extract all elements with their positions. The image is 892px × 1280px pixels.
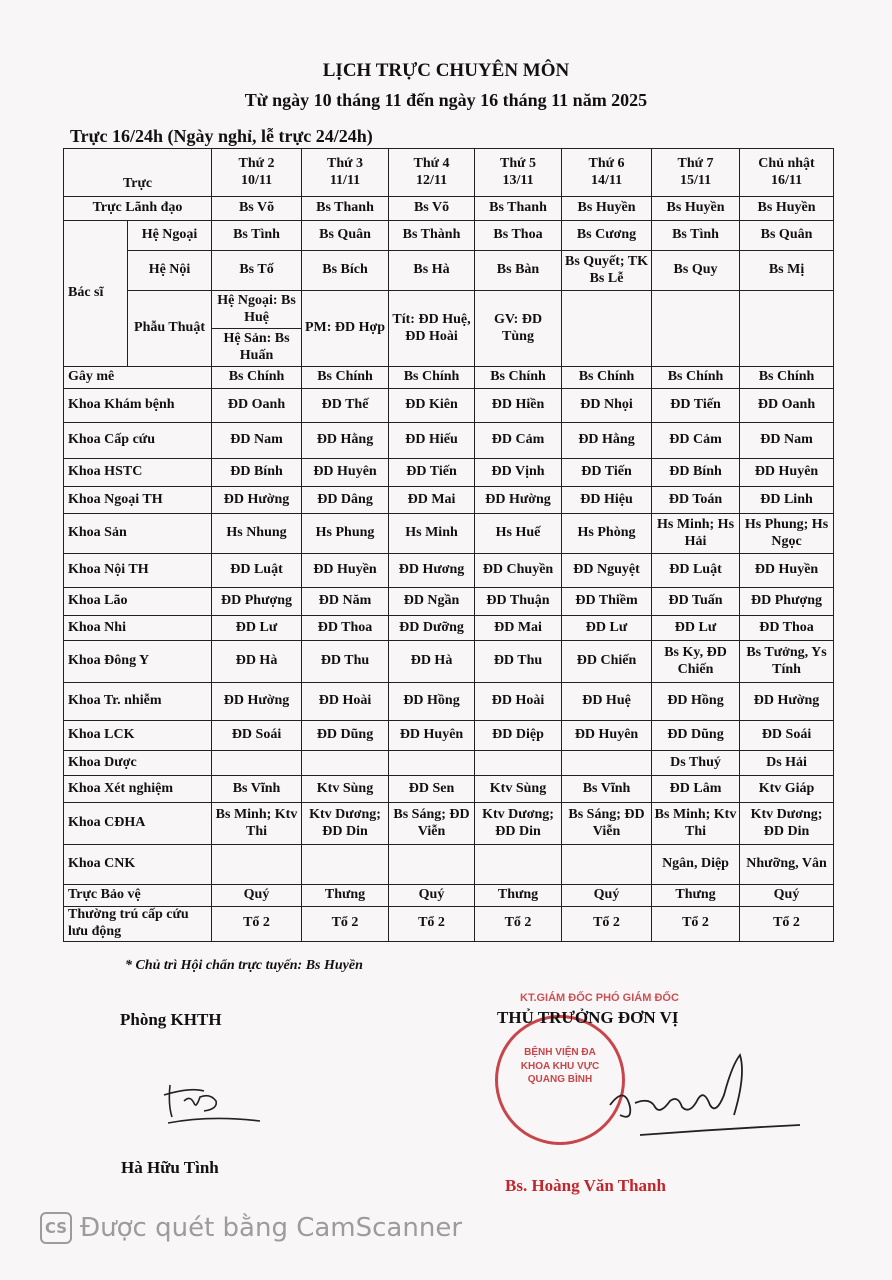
duty-cell: ĐD Luật <box>652 554 740 588</box>
day-header: Thứ 6 14/11 <box>562 149 652 197</box>
table-row <box>64 641 834 683</box>
duty-cell: Bs Chính <box>389 367 475 389</box>
duty-cell: ĐD Diệp <box>475 721 562 751</box>
sub-row-label: Hệ Ngoại <box>128 221 212 251</box>
row-label: Khoa Dược <box>64 751 212 776</box>
duty-cell: Bs Vĩnh <box>562 776 652 803</box>
row-label: Trực Lãnh đạo <box>64 197 212 221</box>
table-row <box>64 367 834 389</box>
table-row <box>64 683 834 721</box>
day-header: Thứ 3 11/11 <box>302 149 389 197</box>
table-row <box>64 487 834 514</box>
duty-cell: Tổ 2 <box>740 907 834 942</box>
duty-cell: Hệ Sản: Bs Huấn <box>212 329 302 367</box>
table-row <box>64 776 834 803</box>
duty-cell: Bs Quân <box>740 221 834 251</box>
table-row <box>64 459 834 487</box>
day-header: Thứ 4 12/11 <box>389 149 475 197</box>
camscanner-watermark <box>40 1212 462 1244</box>
row-label: Khoa Khám bệnh <box>64 389 212 423</box>
row-label: Khoa Nhi <box>64 616 212 641</box>
duty-cell: ĐD Oanh <box>740 389 834 423</box>
duty-cell: ĐD Hường <box>475 487 562 514</box>
row-label: Khoa HSTC <box>64 459 212 487</box>
duty-cell: Bs Quyết; TK Bs Lễ <box>562 251 652 291</box>
table-row <box>64 389 834 423</box>
duty-cell: ĐD Luật <box>212 554 302 588</box>
duty-cell: ĐD Thiềm <box>562 588 652 616</box>
duty-cell: ĐD Dưỡng <box>389 616 475 641</box>
duty-cell <box>740 291 834 367</box>
row-label: Khoa Lão <box>64 588 212 616</box>
duty-cell: ĐD Nhọi <box>562 389 652 423</box>
duty-cell: ĐD Tiến <box>562 459 652 487</box>
duty-cell: Tổ 2 <box>475 907 562 942</box>
duty-cell: ĐD Hương <box>389 554 475 588</box>
duty-cell: Ktv Dương; ĐD Din <box>740 803 834 845</box>
duty-cell: ĐD Thu <box>475 641 562 683</box>
duty-cell: ĐD Lâm <box>652 776 740 803</box>
duty-hours-note: Trực 16/24h (Ngày nghỉ, lễ trực 24/24h) <box>70 126 373 146</box>
duty-cell: Hs Phòng <box>562 514 652 554</box>
duty-cell: ĐD Chuyền <box>475 554 562 588</box>
duty-cell: ĐD Vịnh <box>475 459 562 487</box>
duty-cell <box>389 751 475 776</box>
left-signature-icon <box>160 1075 270 1135</box>
row-label: Khoa LCK <box>64 721 212 751</box>
duty-cell: GV: ĐD Tùng <box>475 291 562 367</box>
duty-cell: ĐD Nam <box>740 423 834 459</box>
duty-cell: ĐD Thoa <box>302 616 389 641</box>
duty-cell: ĐD Ngần <box>389 588 475 616</box>
duty-cell: ĐD Thuận <box>475 588 562 616</box>
duty-cell: Bs Võ <box>389 197 475 221</box>
row-label: Khoa Sản <box>64 514 212 554</box>
duty-cell: Tổ 2 <box>302 907 389 942</box>
duty-cell: Bs Chính <box>562 367 652 389</box>
duty-cell: ĐD Tiến <box>389 459 475 487</box>
duty-cell: ĐD Hà <box>212 641 302 683</box>
duty-cell: ĐD Huyên <box>302 459 389 487</box>
duty-cell: Bs Cương <box>562 221 652 251</box>
duty-cell: Bs Minh; Ktv Thi <box>652 803 740 845</box>
duty-cell: Ds Hải <box>740 751 834 776</box>
watermark-text: Được quét bằng CamScanner <box>80 1213 463 1243</box>
duty-cell: ĐD Soái <box>212 721 302 751</box>
duty-cell: ĐD Thu <box>302 641 389 683</box>
duty-cell: Quý <box>389 885 475 907</box>
duty-cell: Bs Ky, ĐD Chiến <box>652 641 740 683</box>
table-row <box>64 197 834 221</box>
sub-row-label: Phẫu Thuật <box>128 291 212 367</box>
duty-cell: Bs Bàn <box>475 251 562 291</box>
table-row <box>64 251 834 291</box>
duty-cell: Thưng <box>302 885 389 907</box>
duty-cell: Bs Chính <box>740 367 834 389</box>
duty-cell: Hs Huế <box>475 514 562 554</box>
duty-cell <box>562 845 652 885</box>
duty-cell: Tít: ĐD Huệ, ĐD Hoài <box>389 291 475 367</box>
duty-cell: Bs Tình <box>652 221 740 251</box>
duty-cell: Quý <box>740 885 834 907</box>
table-row <box>64 423 834 459</box>
row-label: Khoa CNK <box>64 845 212 885</box>
duty-cell: ĐD Hằng <box>302 423 389 459</box>
duty-cell: PM: ĐD Hợp <box>302 291 389 367</box>
duty-cell: ĐD Phượng <box>740 588 834 616</box>
left-signer-title: Phòng KHTH <box>120 1010 222 1029</box>
day-header: Chủ nhật 16/11 <box>740 149 834 197</box>
table-row <box>64 616 834 641</box>
duty-cell: ĐD Phượng <box>212 588 302 616</box>
duty-cell: Bs Mị <box>740 251 834 291</box>
row-label: Khoa CĐHA <box>64 803 212 845</box>
duty-cell: Thưng <box>475 885 562 907</box>
duty-cell: Bs Minh; Ktv Thi <box>212 803 302 845</box>
duty-cell: ĐD Cảm <box>652 423 740 459</box>
header-corner: Trực <box>64 149 212 197</box>
duty-cell: ĐD Huệ <box>562 683 652 721</box>
duty-cell: Ktv Dương; ĐD Din <box>475 803 562 845</box>
duty-cell: Bs Tình <box>212 221 302 251</box>
duty-schedule-table <box>63 148 834 942</box>
duty-cell: Bs Tố <box>212 251 302 291</box>
duty-cell: Bs Chính <box>475 367 562 389</box>
duty-cell: ĐD Huyên <box>740 459 834 487</box>
duty-cell: Hs Nhung <box>212 514 302 554</box>
duty-cell: Tổ 2 <box>562 907 652 942</box>
duty-cell: Bs Huyền <box>562 197 652 221</box>
duty-cell: Bs Võ <box>212 197 302 221</box>
row-label: Khoa Tr. nhiễm <box>64 683 212 721</box>
duty-cell <box>475 751 562 776</box>
document-subtitle: Từ ngày 10 tháng 11 đến ngày 16 tháng 11 năm 2025 <box>244 90 648 110</box>
duty-cell: Quý <box>212 885 302 907</box>
duty-cell: Hs Phung <box>302 514 389 554</box>
duty-cell: ĐD Oanh <box>212 389 302 423</box>
day-header: Thứ 2 10/11 <box>212 149 302 197</box>
sub-row-label: Hệ Nội <box>128 251 212 291</box>
table-row <box>64 845 834 885</box>
duty-cell: ĐD Bính <box>212 459 302 487</box>
duty-cell: Bs Huyền <box>652 197 740 221</box>
duty-cell: ĐD Hiệu <box>562 487 652 514</box>
duty-cell: ĐD Sen <box>389 776 475 803</box>
duty-cell: Bs Thanh <box>475 197 562 221</box>
duty-cell: ĐD Lư <box>212 616 302 641</box>
table-row <box>64 221 834 251</box>
table-row <box>64 721 834 751</box>
table-row <box>64 588 834 616</box>
duty-cell: ĐD Hoài <box>475 683 562 721</box>
duty-cell: ĐD Thế <box>302 389 389 423</box>
duty-cell: ĐD Năm <box>302 588 389 616</box>
seal-text: BỆNH VIỆN ĐA KHOA KHU VỰC QUANG BÌNH <box>520 1047 600 1085</box>
duty-cell: Bs Sáng; ĐD Viễn <box>389 803 475 845</box>
duty-cell <box>562 291 652 367</box>
row-label: Gây mê <box>64 367 212 389</box>
duty-cell: ĐD Hoài <box>302 683 389 721</box>
duty-cell: Ktv Sùng <box>475 776 562 803</box>
duty-cell: ĐD Hiền <box>475 389 562 423</box>
duty-cell: ĐD Huyền <box>740 554 834 588</box>
row-label: Thường trú cấp cứu lưu động <box>64 907 212 942</box>
day-header: Thứ 5 13/11 <box>475 149 562 197</box>
duty-cell: ĐD Huyên <box>389 721 475 751</box>
duty-cell: Ds Thuý <box>652 751 740 776</box>
stamp-header: KT.GIÁM ĐỐC PHÓ GIÁM ĐỐC <box>520 992 679 1004</box>
duty-cell: Tổ 2 <box>212 907 302 942</box>
duty-cell: Bs Thành <box>389 221 475 251</box>
row-label: Khoa Nội TH <box>64 554 212 588</box>
row-label: Trực Bảo vệ <box>64 885 212 907</box>
duty-cell: Bs Thoa <box>475 221 562 251</box>
camscanner-logo-icon: CS <box>40 1212 72 1244</box>
duty-cell: ĐD Nam <box>212 423 302 459</box>
duty-cell: ĐD Hồng <box>652 683 740 721</box>
duty-cell: Bs Vĩnh <box>212 776 302 803</box>
right-signer-title: THỦ TRƯỞNG ĐƠN VỊ <box>497 1008 679 1027</box>
table-row <box>64 803 834 845</box>
duty-cell: ĐD Hiếu <box>389 423 475 459</box>
row-label: Khoa Xét nghiệm <box>64 776 212 803</box>
duty-cell <box>652 291 740 367</box>
duty-cell <box>302 751 389 776</box>
duty-cell: ĐD Thoa <box>740 616 834 641</box>
duty-cell: ĐD Hằng <box>562 423 652 459</box>
duty-cell: Bs Huyền <box>740 197 834 221</box>
duty-cell: ĐD Bính <box>652 459 740 487</box>
duty-cell: Hs Minh; Hs Hải <box>652 514 740 554</box>
duty-cell: Hệ Ngoại: Bs Huệ <box>212 291 302 329</box>
duty-cell <box>562 751 652 776</box>
duty-cell: ĐD Linh <box>740 487 834 514</box>
row-label: Khoa Ngoại TH <box>64 487 212 514</box>
duty-cell: ĐD Kiên <box>389 389 475 423</box>
duty-cell: ĐD Tiến <box>652 389 740 423</box>
duty-cell: ĐD Soái <box>740 721 834 751</box>
duty-cell: Ktv Giáp <box>740 776 834 803</box>
duty-cell: Quý <box>562 885 652 907</box>
duty-cell: ĐD Hồng <box>389 683 475 721</box>
right-signature-icon <box>600 1045 810 1150</box>
duty-cell: ĐD Mai <box>475 616 562 641</box>
duty-cell <box>212 845 302 885</box>
table-row <box>64 291 834 329</box>
table-row <box>64 907 834 942</box>
duty-cell: ĐD Lư <box>562 616 652 641</box>
duty-cell: ĐD Lư <box>652 616 740 641</box>
duty-cell: Ngân, Diệp <box>652 845 740 885</box>
duty-cell: Tổ 2 <box>652 907 740 942</box>
duty-cell: Bs Quy <box>652 251 740 291</box>
duty-cell: Thưng <box>652 885 740 907</box>
duty-cell: ĐD Hà <box>389 641 475 683</box>
duty-cell <box>389 845 475 885</box>
duty-cell: ĐD Chiến <box>562 641 652 683</box>
duty-cell: ĐD Dũng <box>302 721 389 751</box>
table-row <box>64 885 834 907</box>
duty-cell: ĐD Mai <box>389 487 475 514</box>
duty-cell: Bs Hà <box>389 251 475 291</box>
duty-cell: ĐD Huyền <box>302 554 389 588</box>
duty-cell: Bs Bích <box>302 251 389 291</box>
duty-cell: Bs Tưởng, Ys Tính <box>740 641 834 683</box>
duty-cell: ĐD Nguyệt <box>562 554 652 588</box>
duty-cell: Ktv Sùng <box>302 776 389 803</box>
duty-cell: Bs Quân <box>302 221 389 251</box>
duty-cell: ĐD Toán <box>652 487 740 514</box>
duty-cell <box>302 845 389 885</box>
duty-cell: Bs Chính <box>302 367 389 389</box>
duty-cell: Bs Chính <box>652 367 740 389</box>
left-signer-name: Hà Hữu Tình <box>121 1158 219 1177</box>
header-row <box>64 149 834 197</box>
duty-cell: Ktv Dương; ĐD Din <box>302 803 389 845</box>
duty-cell <box>212 751 302 776</box>
document-title: LỊCH TRỰC CHUYÊN MÔN <box>322 60 570 81</box>
table-row <box>64 514 834 554</box>
duty-cell: Bs Chính <box>212 367 302 389</box>
day-header: Thứ 7 15/11 <box>652 149 740 197</box>
right-signer-name: Bs. Hoàng Văn Thanh <box>505 1176 666 1195</box>
duty-cell: ĐD Dâng <box>302 487 389 514</box>
table-row <box>64 554 834 588</box>
row-label: Khoa Cấp cứu <box>64 423 212 459</box>
duty-cell: Hs Phung; Hs Ngọc <box>740 514 834 554</box>
footer-note: * Chủ trì Hội chẩn trực tuyến: Bs Huyền <box>125 958 363 973</box>
duty-cell: Hs Minh <box>389 514 475 554</box>
duty-cell: ĐD Cảm <box>475 423 562 459</box>
duty-cell: ĐD Hường <box>740 683 834 721</box>
duty-cell: Bs Sáng; ĐD Viễn <box>562 803 652 845</box>
duty-cell: Bs Thanh <box>302 197 389 221</box>
table-row <box>64 751 834 776</box>
duty-cell: Nhưỡng, Vân <box>740 845 834 885</box>
duty-cell: ĐD Hường <box>212 487 302 514</box>
duty-cell: Tổ 2 <box>389 907 475 942</box>
duty-cell: ĐD Tuấn <box>652 588 740 616</box>
doctor-group-label: Bác sĩ <box>64 221 128 367</box>
duty-cell: ĐD Dũng <box>652 721 740 751</box>
duty-cell: ĐD Huyên <box>562 721 652 751</box>
duty-cell: ĐD Hường <box>212 683 302 721</box>
duty-cell <box>475 845 562 885</box>
row-label: Khoa Đông Y <box>64 641 212 683</box>
